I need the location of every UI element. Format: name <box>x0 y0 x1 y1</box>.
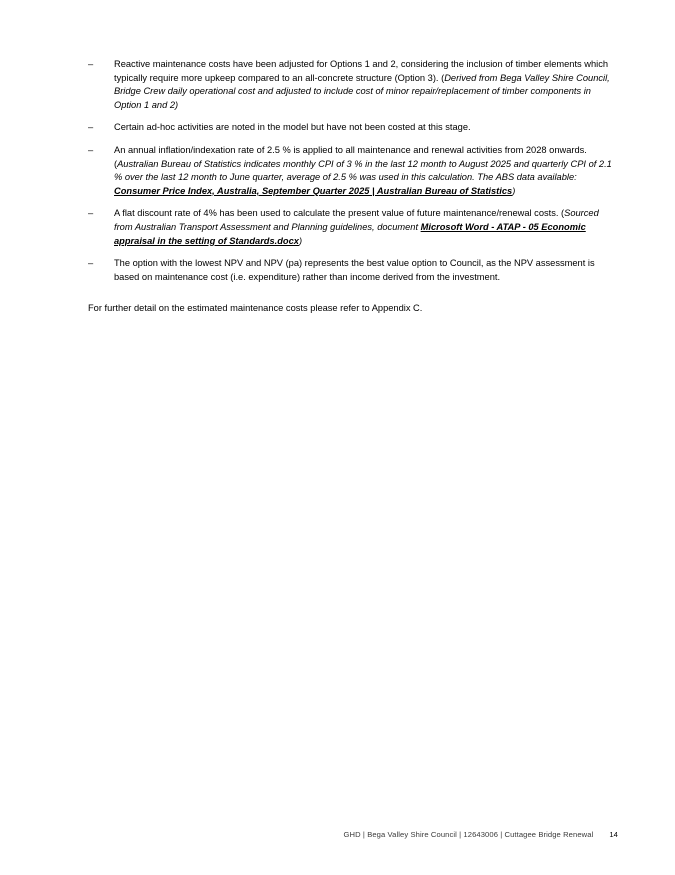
page-content <box>88 58 618 316</box>
text-segment: Microsoft Word - ATAP - 05 Economic appraisal in the setting of Standards.docx <box>114 221 586 246</box>
bullet-marker: – <box>88 208 94 219</box>
footer-text: GHD | Bega Valley Shire Council | 12643006 | Cuttagee Bridge Renewal <box>343 830 594 839</box>
text-segment: Derived from Bega Valley Shire Council, Bridge Crew daily operational cost and adjusted to include cost of minor repair/replacement of timber components in Option 1 and 2) <box>114 72 610 110</box>
bullet-text <box>114 59 610 110</box>
bullet-marker: – <box>88 144 94 155</box>
text-segment: Reactive maintenance costs have been adjusted for Options 1 and 2, considering the inclusion of timber elements which typically require more upkeep compared to an all-concrete structure (Option 3). ( <box>114 59 609 83</box>
text-segment: An annual inflation/indexation rate of 2.5 % is applied to all maintenance and renewal activities from 2028 onwards. ( <box>114 144 587 169</box>
bullet-item-lowest-npv <box>88 257 618 284</box>
page-footer <box>88 830 618 839</box>
text-segment: Australian Bureau of Statistics indicates monthly CPI of 3 % in the last 12 month to August 2025 and quarterly CPI of 2.1 % over the last 12 month to June quarter, average of 2.5 % was used in this calculation. The ABS data available: <box>114 158 612 183</box>
text-segment: The option with the lowest NPV and NPV (pa) represents the best value option to Council, as the NPV assessment is based on maintenance cost (i.e. expenditure) rather than income derived from the investment. <box>114 258 595 282</box>
text-segment: Consumer Price Index, Australia, September Quarter 2025 | Australian Bureau of Statistics <box>114 185 513 196</box>
bullet-text <box>114 145 612 196</box>
bullet-list <box>88 58 618 284</box>
bullet-item-ad-hoc-activities <box>88 121 618 135</box>
text-segment: A flat discount rate of 4% has been used to calculate the present value of future maintenance/renewal costs. ( <box>114 208 565 219</box>
text-segment: ) <box>512 185 516 196</box>
bullet-item-inflation-rate <box>88 144 618 198</box>
bullet-text <box>114 258 595 282</box>
bullet-marker: – <box>88 59 94 69</box>
text-segment: Certain ad-hoc activities are noted in the model but have not been costed at this stage. <box>114 122 471 133</box>
bullet-item-reactive-maintenance <box>88 58 618 112</box>
page-number: 14 <box>609 830 618 839</box>
text-segment: Sourced from Australian Transport Assessment and Planning guidelines, document <box>114 208 599 232</box>
text-segment: ) <box>298 235 303 246</box>
bullet-text <box>114 208 599 245</box>
bullet-item-discount-rate <box>88 207 618 248</box>
bullet-marker: – <box>88 122 94 133</box>
bullet-text <box>114 122 471 132</box>
bullet-marker: – <box>88 258 94 269</box>
closing-paragraph: For further detail on the estimated maintenance costs please refer to Appendix C. <box>88 303 423 314</box>
